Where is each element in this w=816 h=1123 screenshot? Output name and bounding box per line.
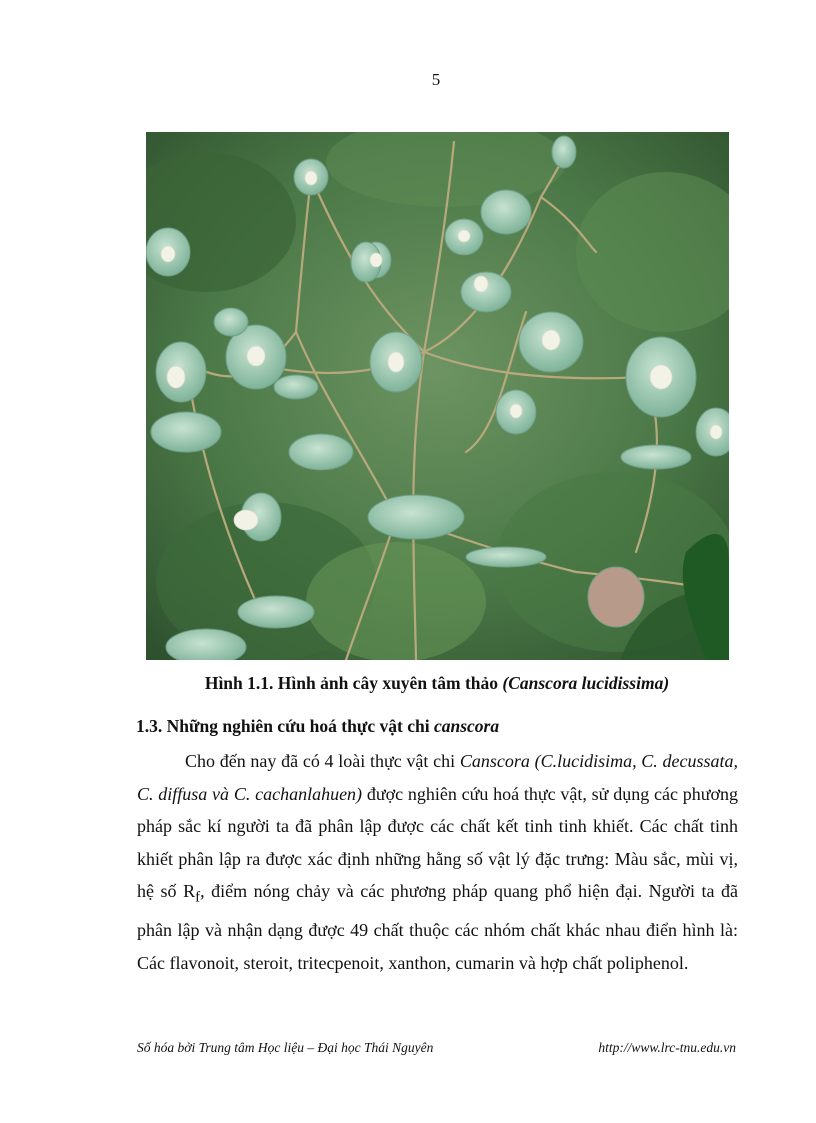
- section-heading-genus: canscora: [433, 716, 500, 736]
- figure-label: Hình 1.1. Hình ảnh cây xuyên tâm thảo: [204, 673, 503, 693]
- paragraph-subscript: f: [195, 889, 201, 906]
- footer-source: Số hóa bởi Trung tâm Học liệu – Đại học Thái Nguyên: [137, 1040, 434, 1055]
- footer-url: http://www.lrc-tnu.edu.vn: [598, 1040, 736, 1055]
- paragraph-part2: được nghiên cứu hoá thực vật, sử dụng các phương pháp sắc kí người ta đã phân lập được các chất kết tinh tinh khiết. Các chất tinh khiết phân lập ra được xác định những hằng số vật lý đặc trưng: Màu sắc, mùi vị, hệ số R: [137, 783, 738, 901]
- page-number: 5: [431, 70, 441, 89]
- canscora-photo: [146, 132, 729, 660]
- paragraph-species-list: Canscora (C.lucidisima, C. decussata, C. diffusa và C. cachanlahuen): [137, 751, 739, 804]
- paragraph-part3: , điểm nóng chảy và các phương pháp quang phổ hiện đại. Người ta đã phân lập và nhận dạng được 49 chất thuộc các nhóm chất khác nhau điển hình là: Các flavonoit, steroit, tritecpenoit, xanthon, cumarin và hợp chất poliphenol.: [137, 881, 738, 973]
- section-heading-prefix: 1.3. Những nghiên cứu hoá thực vật chi: [136, 716, 434, 736]
- body-paragraph: [137, 745, 738, 979]
- figure-species: (Canscora lucidissima): [502, 673, 670, 693]
- figure-caption: [0, 673, 816, 694]
- paragraph-part1: Cho đến nay đã có 4 loài thực vật chi: [185, 751, 460, 771]
- section-heading: [136, 716, 499, 737]
